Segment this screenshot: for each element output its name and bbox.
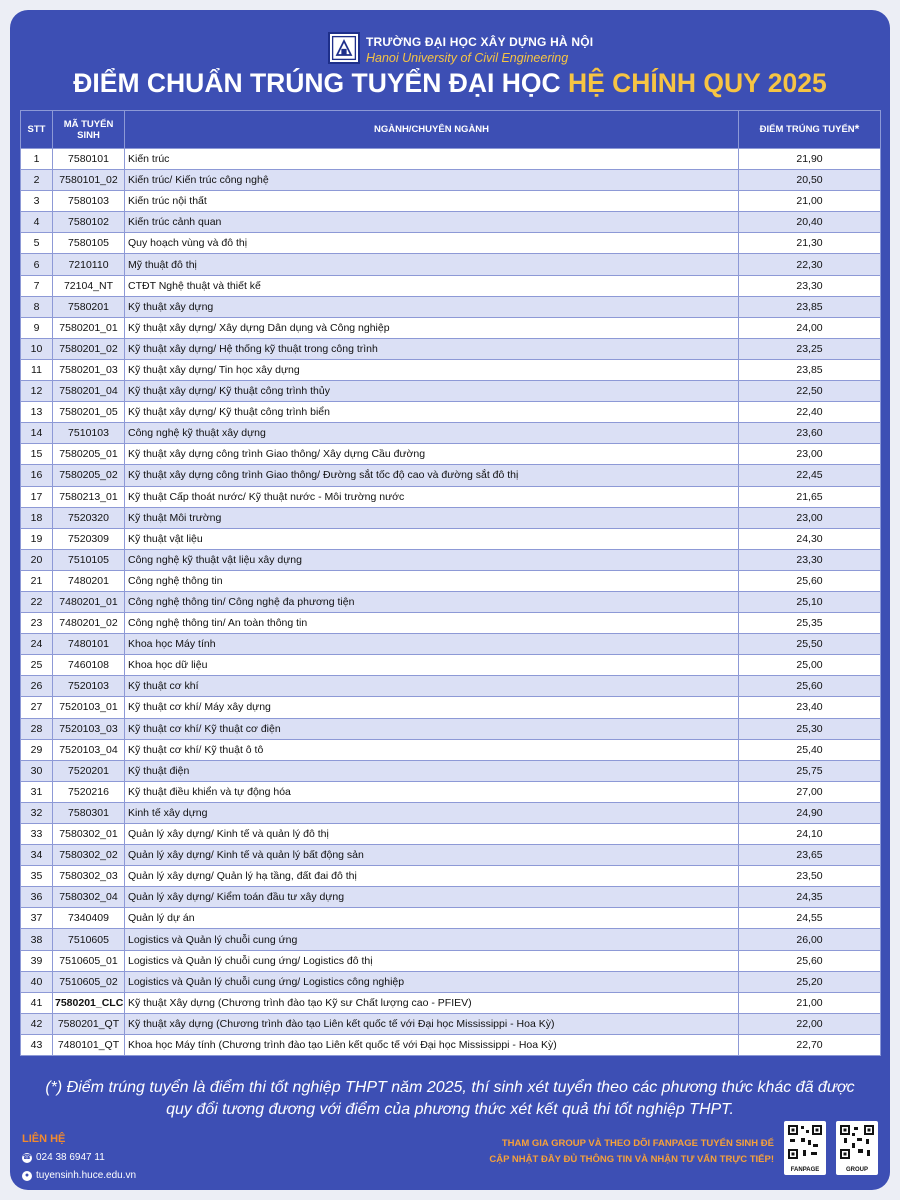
- row-code: 7210110: [53, 254, 125, 275]
- header-stt: STT: [21, 111, 53, 149]
- row-stt: 17: [21, 486, 53, 507]
- row-major-name: Quản lý xây dựng/ Kinh tế và quản lý bất động sản: [125, 845, 739, 866]
- row-score: 21,30: [739, 233, 881, 254]
- row-score: 24,55: [739, 908, 881, 929]
- row-major-name: Quy hoạch vùng và đô thị: [125, 233, 739, 254]
- row-code: 7580302_02: [53, 845, 125, 866]
- row-stt: 28: [21, 718, 53, 739]
- contact-title: LIÊN HỆ: [22, 1133, 66, 1145]
- table-row: [21, 444, 881, 465]
- table-row: [21, 1034, 881, 1055]
- row-score: 25,40: [739, 739, 881, 760]
- table-row: [21, 149, 881, 170]
- header: [10, 22, 890, 68]
- row-stt: 13: [21, 402, 53, 423]
- row-score: 24,00: [739, 317, 881, 338]
- row-score: 24,90: [739, 802, 881, 823]
- row-code: 7480201_01: [53, 591, 125, 612]
- row-stt: 20: [21, 549, 53, 570]
- row-score: 25,10: [739, 591, 881, 612]
- row-score: 25,35: [739, 613, 881, 634]
- row-major-name: Kỹ thuật Cấp thoát nước/ Kỹ thuật nước - Môi trường nước: [125, 486, 739, 507]
- row-score: 22,00: [739, 1013, 881, 1034]
- row-score: 25,60: [739, 570, 881, 591]
- row-code: 7580205_02: [53, 465, 125, 486]
- table-row: [21, 191, 881, 212]
- table-row: [21, 591, 881, 612]
- row-code: 7580201_QT: [53, 1013, 125, 1034]
- row-stt: 33: [21, 824, 53, 845]
- table-row: [21, 423, 881, 444]
- header-score: [739, 111, 881, 149]
- row-score: 23,50: [739, 866, 881, 887]
- cta-line-2: CẬP NHẬT ĐẦY ĐỦ THÔNG TIN VÀ NHẬN TƯ VẤN TRỰC TIẾP!: [489, 1154, 774, 1165]
- row-score: 23,85: [739, 359, 881, 380]
- table-row: [21, 233, 881, 254]
- row-score: 24,35: [739, 887, 881, 908]
- fanpage-qr[interactable]: [784, 1121, 826, 1175]
- row-major-name: Kỹ thuật cơ khí/ Kỹ thuật ô tô: [125, 739, 739, 760]
- row-stt: 36: [21, 887, 53, 908]
- row-major-name: Kỹ thuật xây dựng (Chương trình đào tạo Liên kết quốc tế với Đại học Mississippi - Hoa Kỳ): [125, 1013, 739, 1034]
- row-code: 7520201: [53, 760, 125, 781]
- row-stt: 2: [21, 170, 53, 191]
- row-stt: 43: [21, 1034, 53, 1055]
- row-stt: 32: [21, 802, 53, 823]
- row-stt: 25: [21, 655, 53, 676]
- table-row: [21, 317, 881, 338]
- row-major-name: Khoa học Máy tính (Chương trình đào tạo Liên kết quốc tế với Đại học Mississippi - Hoa Kỳ): [125, 1034, 739, 1055]
- row-major-name: Kiến trúc cảnh quan: [125, 212, 739, 233]
- row-code: 7510605_01: [53, 950, 125, 971]
- contact-website[interactable]: [22, 1170, 136, 1181]
- row-major-name: Kỹ thuật cơ khí/ Kỹ thuật cơ điện: [125, 718, 739, 739]
- table-row: [21, 971, 881, 992]
- row-code: 7580201_05: [53, 402, 125, 423]
- row-stt: 40: [21, 971, 53, 992]
- row-stt: 16: [21, 465, 53, 486]
- row-stt: 30: [21, 760, 53, 781]
- row-code: 72104_NT: [53, 275, 125, 296]
- row-major-name: Quản lý xây dựng/ Kiểm toán đầu tư xây dựng: [125, 887, 739, 908]
- row-major-name: Kỹ thuật Xây dựng (Chương trình đào tạo Kỹ sư Chất lượng cao - PFIEV): [125, 992, 739, 1013]
- score-table: [20, 110, 881, 1056]
- row-score: 25,30: [739, 718, 881, 739]
- row-major-name: Kỹ thuật vật liệu: [125, 528, 739, 549]
- row-stt: 7: [21, 275, 53, 296]
- row-code: 7580201_04: [53, 381, 125, 402]
- table-row: [21, 528, 881, 549]
- row-code: 7520103_04: [53, 739, 125, 760]
- table-row: [21, 887, 881, 908]
- phone-icon: ☎: [22, 1153, 32, 1161]
- row-code: 7580302_04: [53, 887, 125, 908]
- row-code: 7580201_01: [53, 317, 125, 338]
- row-major-name: Kỹ thuật điều khiển và tự động hóa: [125, 781, 739, 802]
- table-row: [21, 170, 881, 191]
- university-name-en: Hanoi University of Civil Engineering: [366, 51, 569, 65]
- row-major-name: Logistics và Quản lý chuỗi cung ứng: [125, 929, 739, 950]
- row-code: 7510605: [53, 929, 125, 950]
- row-code: 7580201: [53, 296, 125, 317]
- row-major-name: Kỹ thuật xây dựng/ Kỹ thuật công trình biển: [125, 402, 739, 423]
- row-stt: 29: [21, 739, 53, 760]
- row-major-name: Kỹ thuật cơ khí: [125, 676, 739, 697]
- row-major-name: Logistics và Quản lý chuỗi cung ứng/ Logistics công nghiệp: [125, 971, 739, 992]
- row-score: 23,30: [739, 275, 881, 296]
- row-score: 23,65: [739, 845, 881, 866]
- row-code: 7580201_03: [53, 359, 125, 380]
- row-code: 7580213_01: [53, 486, 125, 507]
- row-major-name: Kỹ thuật Môi trường: [125, 507, 739, 528]
- row-stt: 26: [21, 676, 53, 697]
- row-major-name: Logistics và Quản lý chuỗi cung ứng/ Logistics đô thị: [125, 950, 739, 971]
- row-major-name: Kỹ thuật xây dựng công trình Giao thông/ Xây dựng Cầu đường: [125, 444, 739, 465]
- table-header-row: [21, 111, 881, 149]
- qr-code-icon: [787, 1124, 823, 1160]
- row-major-name: Kỹ thuật xây dựng/ Hệ thống kỹ thuật trong công trình: [125, 338, 739, 359]
- row-stt: 19: [21, 528, 53, 549]
- row-code: 7520103: [53, 676, 125, 697]
- table-row: [21, 802, 881, 823]
- poster: [10, 10, 890, 1190]
- table-row: [21, 486, 881, 507]
- row-code: 7520320: [53, 507, 125, 528]
- row-stt: 5: [21, 233, 53, 254]
- table-row: [21, 296, 881, 317]
- table-row: [21, 570, 881, 591]
- group-label: GROUP: [845, 1167, 868, 1173]
- row-score: 23,85: [739, 296, 881, 317]
- row-code: 7580101_02: [53, 170, 125, 191]
- row-major-name: Kiến trúc nội thất: [125, 191, 739, 212]
- contact-phone-text: 024 38 6947 11: [36, 1152, 105, 1163]
- row-score: 21,00: [739, 191, 881, 212]
- contact-phone[interactable]: [22, 1152, 105, 1163]
- row-score: 27,00: [739, 781, 881, 802]
- table-row: [21, 254, 881, 275]
- row-stt: 34: [21, 845, 53, 866]
- table-row: [21, 950, 881, 971]
- row-code: 7580101: [53, 149, 125, 170]
- row-score: 22,40: [739, 402, 881, 423]
- row-stt: 4: [21, 212, 53, 233]
- row-score: 24,30: [739, 528, 881, 549]
- row-code: 7520103_03: [53, 718, 125, 739]
- title-highlight: HỆ CHÍNH QUY 2025: [567, 68, 827, 98]
- row-major-name: Khoa học dữ liệu: [125, 655, 739, 676]
- table-row: [21, 718, 881, 739]
- call-to-action: [474, 1136, 774, 1168]
- row-code: 7580302_01: [53, 824, 125, 845]
- row-score: 21,00: [739, 992, 881, 1013]
- table-row: [21, 359, 881, 380]
- row-score: 25,60: [739, 950, 881, 971]
- row-code: 7340409: [53, 908, 125, 929]
- table-row: [21, 992, 881, 1013]
- row-code: 7580301: [53, 802, 125, 823]
- row-code: 7580302_03: [53, 866, 125, 887]
- row-major-name: Công nghệ thông tin: [125, 570, 739, 591]
- row-score: 22,70: [739, 1034, 881, 1055]
- row-major-name: Công nghệ kỹ thuật vật liệu xây dựng: [125, 549, 739, 570]
- row-code: 7480101_QT: [53, 1034, 125, 1055]
- row-stt: 9: [21, 317, 53, 338]
- row-score: 25,50: [739, 634, 881, 655]
- score-table-container: [20, 110, 880, 1056]
- fanpage-label: FANPAGE: [790, 1167, 820, 1173]
- group-qr[interactable]: [836, 1121, 878, 1175]
- row-stt: 31: [21, 781, 53, 802]
- row-stt: 37: [21, 908, 53, 929]
- row-stt: 18: [21, 507, 53, 528]
- row-score: 22,50: [739, 381, 881, 402]
- row-major-name: Quản lý dự án: [125, 908, 739, 929]
- table-row: [21, 634, 881, 655]
- row-major-name: Kỹ thuật xây dựng/ Kỹ thuật công trình thủy: [125, 381, 739, 402]
- table-row: [21, 212, 881, 233]
- row-score: 24,10: [739, 824, 881, 845]
- row-major-name: Công nghệ thông tin/ An toàn thông tin: [125, 613, 739, 634]
- row-major-name: Kinh tế xây dựng: [125, 802, 739, 823]
- row-score: 25,60: [739, 676, 881, 697]
- row-code: 7580105: [53, 233, 125, 254]
- table-row: [21, 402, 881, 423]
- row-code: 7520103_01: [53, 697, 125, 718]
- table-row: [21, 824, 881, 845]
- row-code: 7580103: [53, 191, 125, 212]
- row-major-name: Khoa học Máy tính: [125, 634, 739, 655]
- row-code: 7520309: [53, 528, 125, 549]
- row-major-name: Kỹ thuật xây dựng/ Xây dựng Dân dụng và Công nghiệp: [125, 317, 739, 338]
- table-row: [21, 655, 881, 676]
- row-code: 7480101: [53, 634, 125, 655]
- row-code: 7510605_02: [53, 971, 125, 992]
- row-major-name: Kỹ thuật xây dựng: [125, 296, 739, 317]
- table-row: [21, 697, 881, 718]
- table-row: [21, 549, 881, 570]
- row-score: 22,30: [739, 254, 881, 275]
- row-score: 23,00: [739, 507, 881, 528]
- row-code: 7480201_02: [53, 613, 125, 634]
- cta-line-1: THAM GIA GROUP VÀ THEO DÕI FANPAGE TUYỂN SINH ĐỂ: [501, 1138, 774, 1149]
- title-main: ĐIỂM CHUẨN TRÚNG TUYỂN ĐẠI HỌC: [73, 68, 568, 98]
- row-major-name: Kỹ thuật xây dựng công trình Giao thông/ Đường sắt tốc độ cao và đường sắt đô thị: [125, 465, 739, 486]
- row-code: 7580201_02: [53, 338, 125, 359]
- row-code: 7510105: [53, 549, 125, 570]
- row-score: 21,65: [739, 486, 881, 507]
- table-row: [21, 760, 881, 781]
- row-stt: 6: [21, 254, 53, 275]
- row-stt: 3: [21, 191, 53, 212]
- row-stt: 39: [21, 950, 53, 971]
- row-score: 23,25: [739, 338, 881, 359]
- row-score: 26,00: [739, 929, 881, 950]
- qr-code-icon: [839, 1124, 875, 1160]
- row-score: 21,90: [739, 149, 881, 170]
- row-code: 7520216: [53, 781, 125, 802]
- row-score: 23,30: [739, 549, 881, 570]
- row-score: 23,00: [739, 444, 881, 465]
- header-score-label: ĐIỂM TRÚNG TUYỂN: [759, 124, 855, 135]
- table-row: [21, 275, 881, 296]
- row-major-name: Kiến trúc/ Kiến trúc công nghệ: [125, 170, 739, 191]
- globe-icon: ●: [22, 1171, 32, 1181]
- header-score-mark: *: [854, 122, 860, 136]
- row-score: 20,50: [739, 170, 881, 191]
- row-stt: 15: [21, 444, 53, 465]
- row-stt: 41: [21, 992, 53, 1013]
- row-code: 7580205_01: [53, 444, 125, 465]
- table-body: [21, 149, 881, 1056]
- row-major-name: Kỹ thuật xây dựng/ Tin học xây dựng: [125, 359, 739, 380]
- table-row: [21, 845, 881, 866]
- page-title: [10, 68, 890, 99]
- row-major-name: Kỹ thuật cơ khí/ Máy xây dựng: [125, 697, 739, 718]
- row-major-name: Kiến trúc: [125, 149, 739, 170]
- row-score: 22,45: [739, 465, 881, 486]
- header-major: NGÀNH/CHUYÊN NGÀNH: [125, 111, 739, 149]
- row-code: 7580102: [53, 212, 125, 233]
- table-row: [21, 613, 881, 634]
- row-stt: 1: [21, 149, 53, 170]
- row-stt: 21: [21, 570, 53, 591]
- row-stt: 24: [21, 634, 53, 655]
- row-stt: 22: [21, 591, 53, 612]
- table-row: [21, 1013, 881, 1034]
- row-stt: 11: [21, 359, 53, 380]
- row-stt: 12: [21, 381, 53, 402]
- row-score: 20,40: [739, 212, 881, 233]
- table-row: [21, 739, 881, 760]
- footnote: [40, 1077, 860, 1121]
- row-score: 23,40: [739, 697, 881, 718]
- row-stt: 38: [21, 929, 53, 950]
- university-name-vn: TRƯỜNG ĐẠI HỌC XÂY DỰNG HÀ NỘI: [366, 35, 594, 49]
- footnote-line-2: quy đổi tương đương với điểm của phương thức xét kết quả thi tốt nghiệp THPT.: [166, 1101, 734, 1118]
- row-major-name: Công nghệ thông tin/ Công nghệ đa phương tiện: [125, 591, 739, 612]
- table-row: [21, 338, 881, 359]
- row-major-name: Công nghệ kỹ thuật xây dựng: [125, 423, 739, 444]
- university-logo: [328, 32, 360, 64]
- table-row: [21, 676, 881, 697]
- row-code: 7580201_CLC: [53, 992, 125, 1013]
- row-stt: 27: [21, 697, 53, 718]
- table-row: [21, 908, 881, 929]
- footnote-line-1: (*) Điểm trúng tuyển là điểm thi tốt nghiệp THPT năm 2025, thí sinh xét tuyển theo các phương thức khác đã được: [45, 1079, 855, 1096]
- row-stt: 23: [21, 613, 53, 634]
- row-stt: 14: [21, 423, 53, 444]
- table-row: [21, 381, 881, 402]
- table-row: [21, 929, 881, 950]
- row-score: 25,20: [739, 971, 881, 992]
- row-major-name: CTĐT Nghệ thuật và thiết kế: [125, 275, 739, 296]
- row-major-name: Quản lý xây dựng/ Kinh tế và quản lý đô thị: [125, 824, 739, 845]
- row-major-name: Mỹ thuật đô thị: [125, 254, 739, 275]
- row-code: 7510103: [53, 423, 125, 444]
- row-code: 7480201: [53, 570, 125, 591]
- header-code: MÃ TUYỂN SINH: [53, 111, 125, 149]
- table-row: [21, 781, 881, 802]
- row-stt: 42: [21, 1013, 53, 1034]
- table-row: [21, 507, 881, 528]
- row-stt: 10: [21, 338, 53, 359]
- table-row: [21, 465, 881, 486]
- row-stt: 8: [21, 296, 53, 317]
- row-score: 23,60: [739, 423, 881, 444]
- row-code: 7460108: [53, 655, 125, 676]
- row-major-name: Quản lý xây dựng/ Quản lý hạ tầng, đất đai đô thị: [125, 866, 739, 887]
- row-major-name: Kỹ thuật điện: [125, 760, 739, 781]
- contact-website-text: tuyensinh.huce.edu.vn: [36, 1170, 137, 1181]
- row-score: 25,00: [739, 655, 881, 676]
- table-row: [21, 866, 881, 887]
- row-score: 25,75: [739, 760, 881, 781]
- row-stt: 35: [21, 866, 53, 887]
